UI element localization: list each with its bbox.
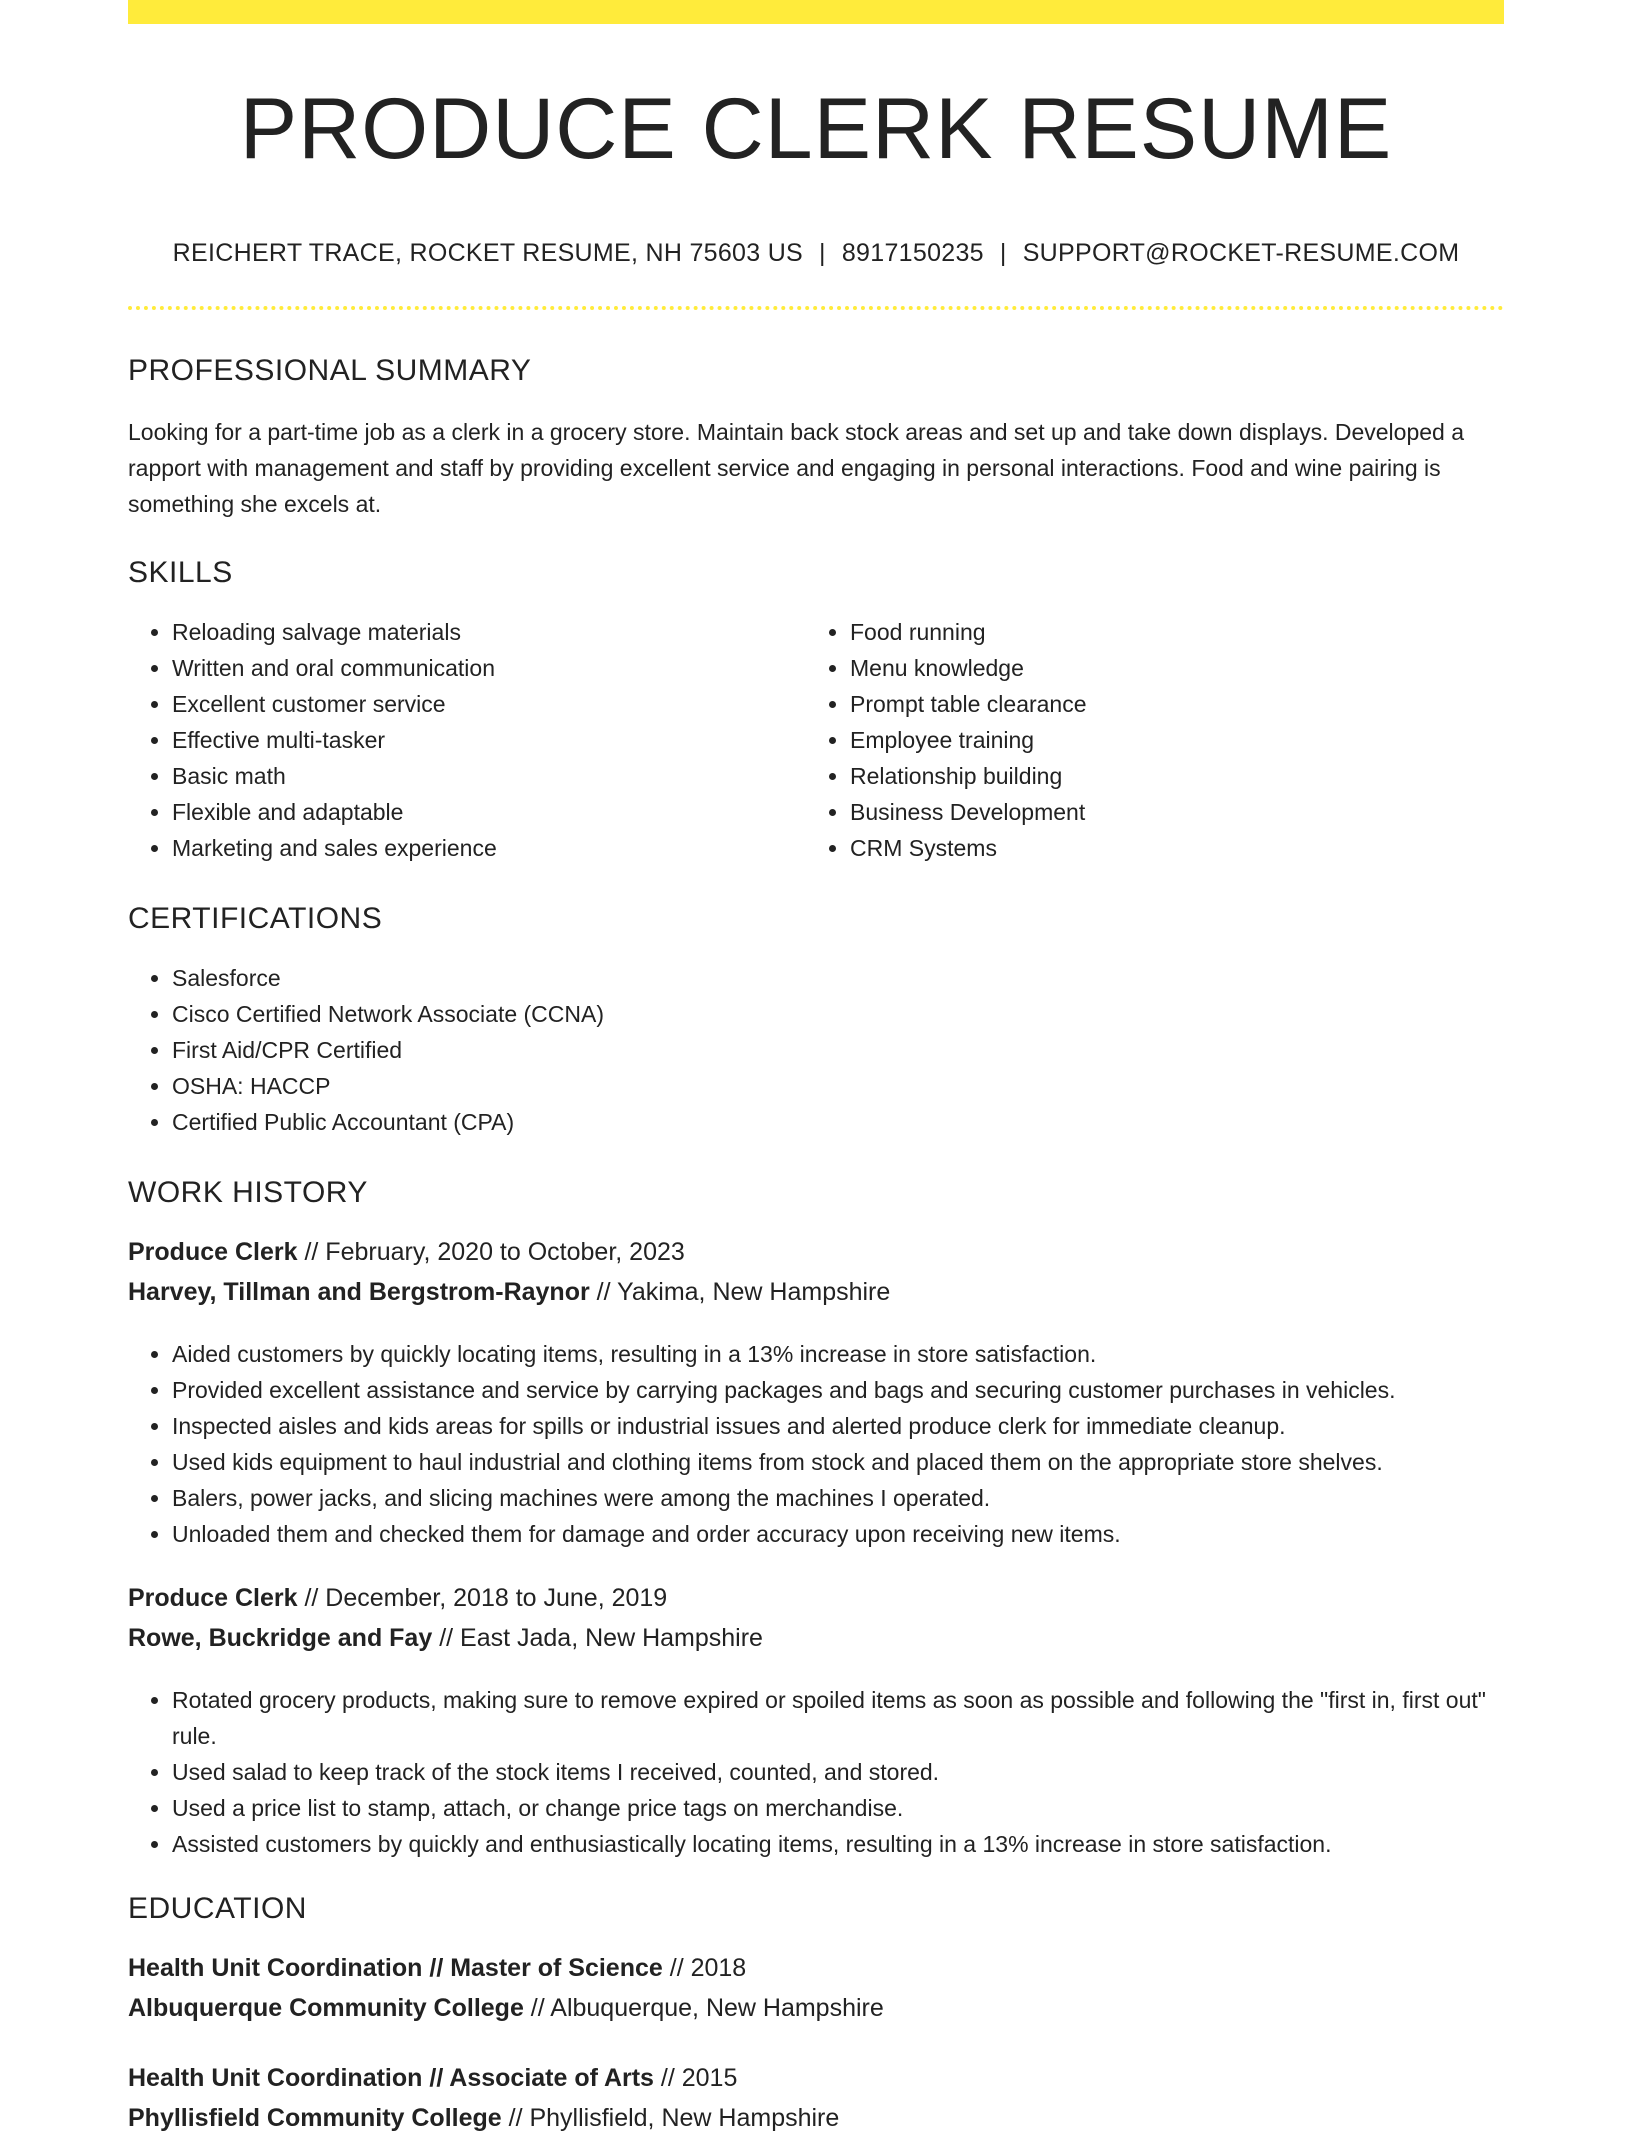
job-role: Produce Clerk [128,1583,298,1612]
education-entry [128,2058,1504,2138]
education-entry [128,1948,1504,2028]
summary-heading: PROFESSIONAL SUMMARY [128,353,532,387]
skills-list-right [806,614,1484,866]
skill-item: • Effective multi-tasker [172,722,806,758]
education-school-line [128,2098,1504,2138]
contact-separator: | [999,238,1007,267]
education-year: // 2015 [653,2063,738,2092]
job-location: // Yakima, New Hampshire [589,1277,891,1306]
job-bullet: • Balers, power jacks, and slicing machines were among the machines I operated. [172,1480,1504,1516]
skill-item: • Marketing and sales experience [172,830,806,866]
skill-item: • Excellent customer service [172,686,806,722]
job-bullets [128,1336,1504,1552]
job-bullet: • Used salad to keep track of the stock items I received, counted, and stored. [172,1754,1504,1790]
education-school-line [128,1988,1504,2028]
skill-item: • Prompt table clearance [850,686,1484,722]
contact-line [128,239,1504,268]
skill-item: • Employee training [850,722,1484,758]
education-school: Albuquerque Community College [128,1993,524,2022]
skill-item: • Written and oral communication [172,650,806,686]
skill-item: • Menu knowledge [850,650,1484,686]
education-degree-line [128,2058,1504,2098]
job-bullet: • Aided customers by quickly locating items, resulting in a 13% increase in store satisfaction. [172,1336,1504,1372]
skill-item: • Business Development [850,794,1484,830]
certification-item: • First Aid/CPR Certified [172,1032,1504,1068]
education-school: Phyllisfield Community College [128,2103,502,2132]
certification-item: • Certified Public Accountant (CPA) [172,1104,1504,1140]
dotted-divider [128,306,1504,310]
job-bullet: • Used a price list to stamp, attach, or change price tags on merchandise. [172,1790,1504,1826]
job-dates: // February, 2020 to October, 2023 [297,1237,685,1266]
skill-item: • Relationship building [850,758,1484,794]
education-heading: EDUCATION [128,1891,307,1925]
skill-item: • Basic math [172,758,806,794]
certification-item: • Salesforce [172,960,1504,996]
job-location: // East Jada, New Hampshire [432,1623,763,1652]
job-bullets [128,1682,1504,1862]
job-bullet: • Provided excellent assistance and service by carrying packages and bags and securing customer purchases in vehicles. [172,1372,1504,1408]
job-role-line [128,1578,1504,1618]
education-degree-line [128,1948,1504,1988]
job-bullet: • Unloaded them and checked them for damage and order accuracy upon receiving new items. [172,1516,1504,1552]
skill-item: • Food running [850,614,1484,650]
contact-phone: 8917150235 [841,238,984,267]
contact-separator: | [819,238,826,267]
skill-item: • Flexible and adaptable [172,794,806,830]
skill-item: • Reloading salvage materials [172,614,806,650]
job-bullet: • Inspected aisles and kids areas for spills or industrial issues and alerted produce clerk for immediate cleanup. [172,1408,1504,1444]
education-degree: Health Unit Coordination // Master of Science [128,1953,663,1982]
job-company-line [128,1618,1504,1658]
education-location: // Albuquerque, New Hampshire [523,1993,884,2022]
job-company: Rowe, Buckridge and Fay [128,1623,433,1652]
certifications-heading: CERTIFICATIONS [128,901,383,935]
accent-bar [128,0,1504,24]
job-bullet: • Used kids equipment to haul industrial and clothing items from stock and placed them on the appropriate store shelves. [172,1444,1504,1480]
resume-title: PRODUCE CLERK RESUME [239,81,1393,177]
skills-heading: SKILLS [128,555,233,589]
job-company-line [128,1272,1504,1312]
job-company: Harvey, Tillman and Bergstrom-Raynor [128,1277,590,1306]
resume-page [128,0,1504,2138]
job-role-line [128,1232,1504,1272]
work-history-heading: WORK HISTORY [128,1175,368,1209]
job-entry [128,1232,1504,1552]
job-bullet: • Assisted customers by quickly and enthusiastically locating items, resulting in a 13% increase in store satisfaction. [172,1826,1504,1862]
education-degree: Health Unit Coordination // Associate of Arts [128,2063,654,2092]
education-location: // Phyllisfield, New Hampshire [501,2103,840,2132]
job-entry [128,1578,1504,1862]
skills-columns [128,614,1504,866]
skill-item: • CRM Systems [850,830,1484,866]
job-dates: // December, 2018 to June, 2019 [297,1583,668,1612]
contact-address: REICHERT TRACE, ROCKET RESUME, NH 75603 US [172,238,804,267]
skills-list-left [128,614,806,866]
job-role: Produce Clerk [128,1237,298,1266]
job-bullet: • Rotated grocery products, making sure to remove expired or spoiled items as soon as possible and following the "first in, first out" rule. [172,1682,1504,1754]
education-year: // 2018 [662,1953,747,1982]
certification-item: • OSHA: HACCP [172,1068,1504,1104]
contact-email: SUPPORT@ROCKET-RESUME.COM [1022,238,1460,267]
certifications-list [128,960,1504,1140]
summary-text: Looking for a part-time job as a clerk in a grocery store. Maintain back stock areas and set up and take down displays. Developed a rapport with management and staff by providing excellent service and engaging in personal interactions. Food and wine pairing is something she excels at. [128,418,1464,517]
certification-item: • Cisco Certified Network Associate (CCNA) [172,996,1504,1032]
